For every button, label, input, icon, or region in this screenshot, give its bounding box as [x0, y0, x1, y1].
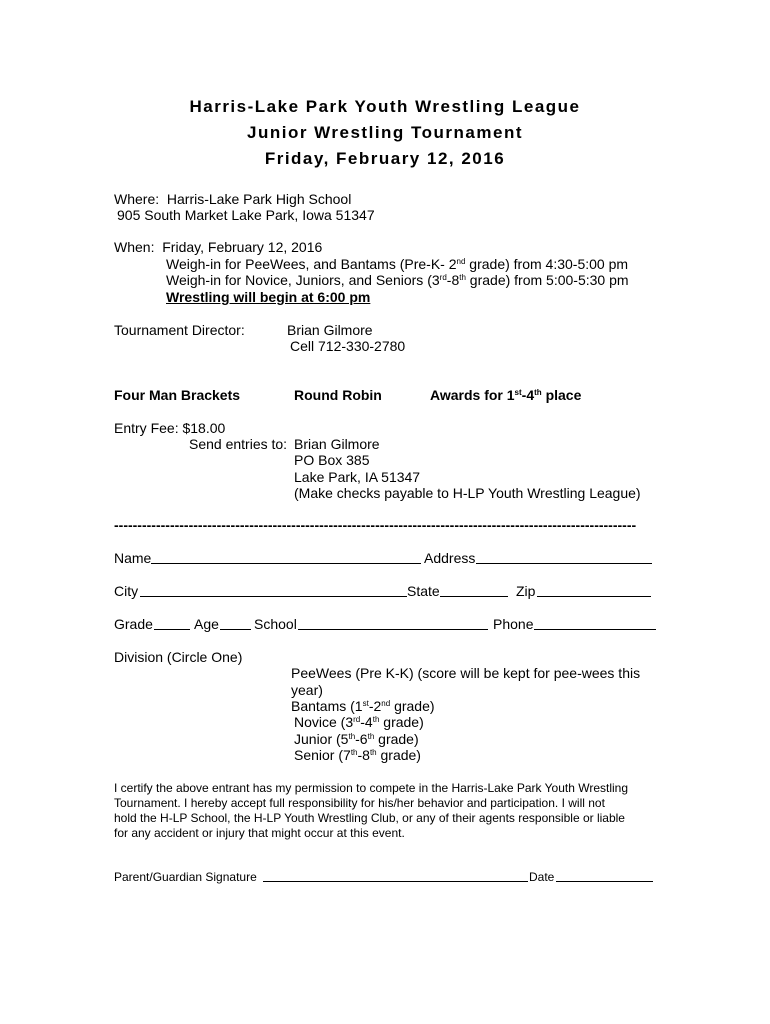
zip-label: Zip	[516, 583, 536, 599]
date-label: Date	[529, 870, 555, 884]
phone-label: Phone	[493, 616, 534, 632]
director-label: Tournament Director:	[114, 322, 245, 338]
grade-label: Grade	[114, 616, 153, 632]
checks-payable-note: (Make checks payable to H-LP Youth Wrestling League)	[294, 485, 641, 501]
division-peewees-cont: year)	[291, 682, 323, 698]
round-robin: Round Robin	[294, 387, 382, 403]
tournament-date-title: Friday, February 12, 2016	[264, 149, 506, 168]
grade-field[interactable]	[154, 629, 190, 630]
where-line	[114, 191, 351, 207]
certify-line-4: for any accident or injury that might occur at this event.	[114, 826, 405, 840]
director-name: Brian Gilmore	[287, 322, 373, 338]
division-junior[interactable]: Junior (5th-6th grade)	[294, 731, 419, 747]
age-label: Age	[194, 616, 219, 632]
awards-info: Awards for 1st-4th place	[430, 387, 582, 403]
certify-line-2: Tournament. I hereby accept full responsibility for his/her behavior and participation. I will not	[114, 796, 605, 810]
entry-fee: Entry Fee: $18.00	[114, 420, 226, 436]
weighin-peewees-bantams: Weigh-in for PeeWees, and Bantams (Pre-K- 2nd grade) from 4:30-5:00 pm	[166, 256, 629, 272]
where-address: 905 South Market Lake Park, Iowa 51347	[117, 207, 375, 223]
send-entries-city: Lake Park, IA 51347	[294, 469, 421, 485]
tournament-title: Junior Wrestling Tournament	[247, 123, 523, 142]
state-label: State	[407, 583, 440, 599]
certify-line-3: hold the H-LP School, the H-LP Youth Wrestling Club, or any of their agents responsible or liable	[114, 811, 625, 825]
city-label: City	[114, 583, 139, 599]
director-phone: Cell 712-330-2780	[290, 338, 406, 354]
send-entries-po-box: PO Box 385	[294, 452, 370, 468]
cut-line-divider: ----------------------------------------------------------------------------------------------------------------	[114, 517, 637, 533]
city-field[interactable]	[140, 596, 407, 597]
when-date: Friday, February 12, 2016	[162, 239, 323, 255]
bracket-format: Four Man Brackets	[114, 387, 241, 403]
name-field[interactable]	[151, 563, 421, 564]
certify-line-1: I certify the above entrant has my permission to compete in the Harris-Lake Park Youth Wrestling	[114, 781, 629, 795]
date-field[interactable]	[556, 881, 653, 882]
zip-field[interactable]	[537, 596, 651, 597]
where-place: Harris-Lake Park High School	[166, 191, 352, 207]
age-field[interactable]	[220, 629, 251, 630]
address-field[interactable]	[476, 563, 652, 564]
where-label: Where:	[114, 191, 160, 207]
league-title: Harris-Lake Park Youth Wrestling League	[189, 97, 581, 116]
when-line	[114, 239, 322, 255]
wrestling-start-time: Wrestling will begin at 6:00 pm	[166, 289, 371, 305]
send-entries-label: Send entries to:	[189, 436, 288, 452]
state-field[interactable]	[440, 596, 508, 597]
division-bantams[interactable]: Bantams (1st-2nd grade)	[291, 698, 435, 714]
division-senior[interactable]: Senior (7th-8th grade)	[294, 747, 421, 763]
phone-field[interactable]	[534, 629, 656, 630]
division-label: Division (Circle One)	[114, 649, 243, 665]
send-entries-name: Brian Gilmore	[294, 436, 380, 452]
name-label: Name	[114, 550, 152, 566]
when-label: When:	[114, 239, 155, 255]
weighin-novice-juniors-seniors: Weigh-in for Novice, Juniors, and Seniors (3rd-8th grade) from 5:00-5:30 pm	[166, 272, 629, 288]
address-label: Address	[424, 550, 476, 566]
signature-label: Parent/Guardian Signature	[114, 870, 257, 884]
division-novice[interactable]: Novice (3rd-4th grade)	[294, 714, 424, 730]
signature-field[interactable]	[263, 881, 528, 882]
division-peewees[interactable]: PeeWees (Pre K-K) (score will be kept for pee-wees this	[291, 665, 641, 681]
school-label: School	[254, 616, 297, 632]
school-field[interactable]	[298, 629, 488, 630]
